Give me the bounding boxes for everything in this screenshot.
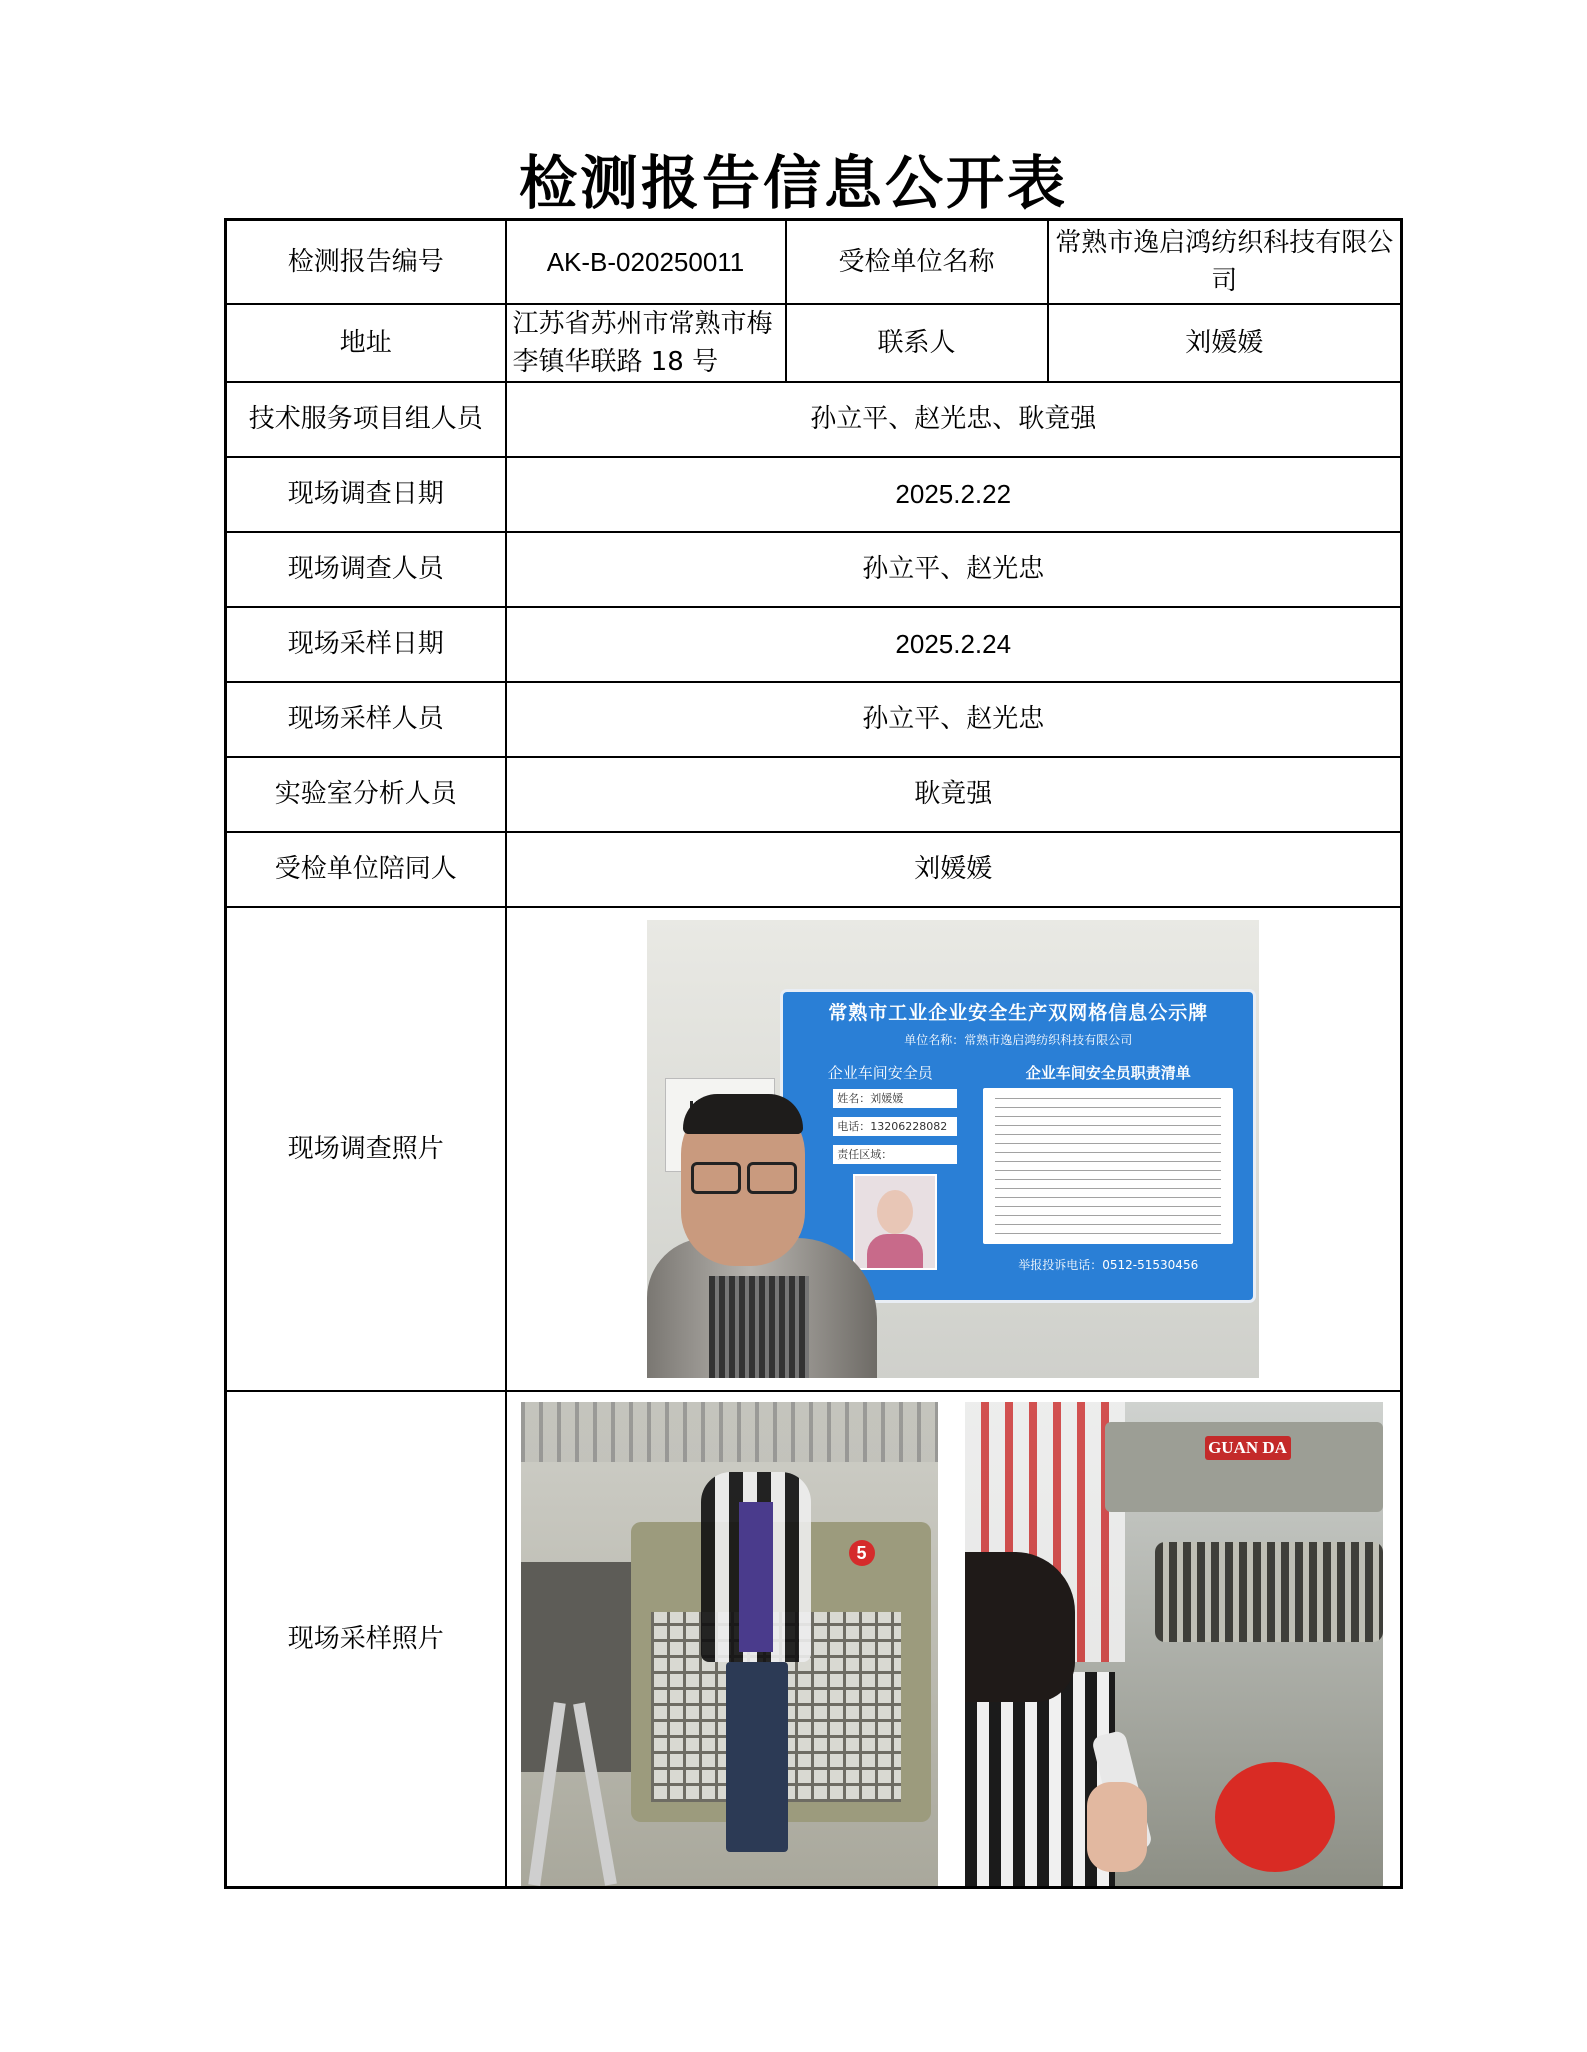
unit-name-label: 受检单位名称 [786, 220, 1048, 304]
report-no-label: 检测报告编号 [226, 220, 506, 304]
table-row [226, 304, 1402, 382]
table-row [226, 220, 1402, 304]
duty-list-text [995, 1098, 1221, 1234]
team-label: 技术服务项目组人员 [226, 382, 506, 457]
table-row [226, 682, 1402, 757]
table-row [226, 757, 1402, 832]
sampling-photo-cell [506, 1391, 1402, 1888]
sampling-date-value: 2025.2.24 [506, 607, 1402, 682]
report-no-value: AK-B-020250011 [506, 220, 786, 304]
sampling-staff-value: 孙立平、赵光忠 [506, 682, 1402, 757]
survey-staff-value: 孙立平、赵光忠 [506, 532, 1402, 607]
survey-photo [647, 920, 1259, 1378]
worker-jeans [726, 1662, 788, 1852]
contact-label: 联系人 [786, 304, 1048, 382]
unit-name-value: 常熟市逸启鸿纺织科技有限公司 [1048, 220, 1402, 304]
address-label: 地址 [226, 304, 506, 382]
sampling-photo-left [521, 1402, 938, 1886]
worker-hair [965, 1552, 1075, 1702]
board-header: 常熟市工业企业安全生产双网格信息公示牌 [828, 1001, 1209, 1024]
address-value: 江苏省苏州市常熟市梅李镇华联路 18 号 [506, 304, 786, 382]
instrument-case [521, 1562, 631, 1772]
person-face [681, 1096, 805, 1266]
brand-label: GUAN DA [1205, 1436, 1291, 1460]
glasses-right [747, 1162, 797, 1194]
ceiling-lights [521, 1402, 938, 1462]
board-area-field: 责任区域： [833, 1145, 957, 1164]
person-sweater [709, 1276, 809, 1378]
board-phone-field: 电话：13206228082 [833, 1117, 957, 1136]
sampling-photo-label: 现场采样照片 [226, 1391, 506, 1888]
board-right-title: 企业车间安全员职责清单 [1025, 1063, 1191, 1082]
info-board [783, 992, 1253, 1300]
needle-cylinder [1155, 1542, 1383, 1642]
red-bucket [1215, 1762, 1335, 1872]
portrait-face [877, 1190, 913, 1234]
survey-date-label: 现场调查日期 [226, 457, 506, 532]
report-table [224, 218, 1403, 1889]
sampling-date-label: 现场采样日期 [226, 607, 506, 682]
sampling-photo-right [965, 1402, 1383, 1886]
table-row [226, 457, 1402, 532]
escort-label: 受检单位陪同人 [226, 832, 506, 907]
table-row [226, 1391, 1402, 1888]
lab-staff-value: 耿竟强 [506, 757, 1402, 832]
lab-staff-label: 实验室分析人员 [226, 757, 506, 832]
portrait-body [867, 1234, 923, 1268]
staff-portrait [853, 1174, 937, 1270]
sampling-photos [507, 1392, 1387, 1886]
contact-value: 刘媛媛 [1048, 304, 1402, 382]
worker-hand [1087, 1782, 1147, 1872]
board-left-title: 企业车间安全员 [827, 1063, 933, 1082]
table-row [226, 832, 1402, 907]
table-row [226, 532, 1402, 607]
survey-photo-label: 现场调查照片 [226, 907, 506, 1391]
table-row [226, 907, 1402, 1391]
sampling-staff-label: 现场采样人员 [226, 682, 506, 757]
glasses-left [691, 1162, 741, 1194]
escort-value: 刘媛媛 [506, 832, 1402, 907]
person-hair [683, 1094, 803, 1134]
table-row [226, 382, 1402, 457]
machine-number-badge: 5 [849, 1540, 875, 1566]
survey-staff-label: 现场调查人员 [226, 532, 506, 607]
team-value: 孙立平、赵光忠、耿竟强 [506, 382, 1402, 457]
board-unit-line: 单位名称：常熟市逸启鸿纺织科技有限公司 [904, 1032, 1133, 1047]
survey-photo-cell [506, 907, 1402, 1391]
duty-list [983, 1088, 1233, 1244]
board-hotline: 举报投诉电话：0512-51530456 [1018, 1257, 1199, 1272]
board-name-field: 姓名：刘媛媛 [833, 1089, 957, 1108]
worker-apron [739, 1502, 773, 1652]
survey-date-value: 2025.2.22 [506, 457, 1402, 532]
page-title: 检测报告信息公开表 [518, 149, 1068, 217]
table-row [226, 607, 1402, 682]
